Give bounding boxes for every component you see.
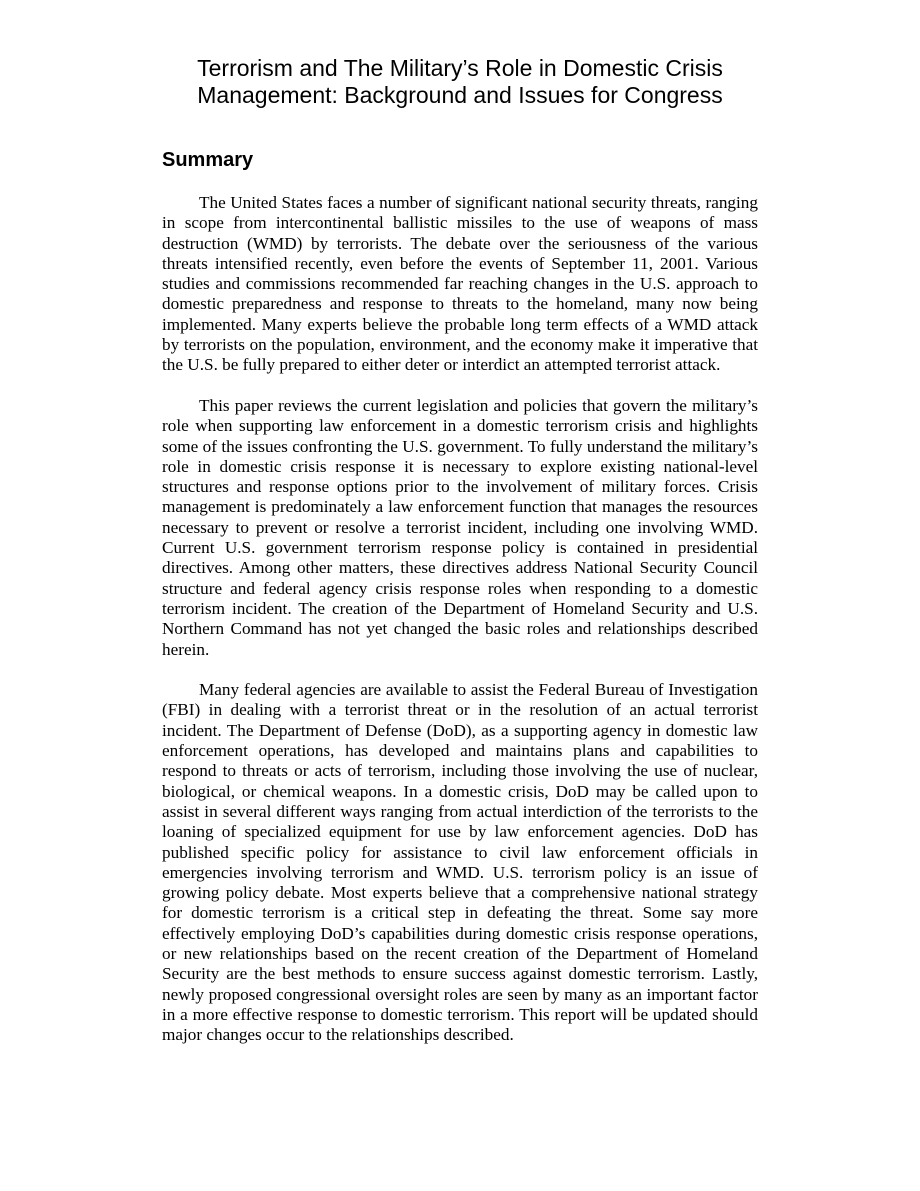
summary-paragraph-3: Many federal agencies are available to assist the Federal Bureau of Investigation (FBI) in dealing with a terrorist threat or in the resolution of an actual terrorist incident. The Department of Defense (DoD), as a supporting agency in domestic law enforcement operations, has developed and maintains plans and capabilities to respond to threats or acts of terrorism, including those involving the use of nuclear, biological, or chemical weapons. In a domestic crisis, DoD may be called upon to assist in several different ways ranging from actual interdiction of the terrorists to the loaning of specialized equipment for use by law enforcement agencies. DoD has published specific policy for assistance to civil law enforcement officials in emergencies involving terrorism and WMD. U.S. terrorism policy is an issue of growing policy debate. Most experts believe that a comprehensive national strategy for domestic terrorism is a critical step in defeating the threat. Some say more effectively employing DoD’s capabilities during domestic crisis response operations, or new relationships based on the recent creation of the Department of Homeland Security are the best methods to ensure success against domestic terrorism. Lastly, newly proposed congressional oversight roles are seen by many as an important factor in a more effective response to domestic terrorism. This report will be updated should major changes occur to the relationships described. [162, 680, 758, 1045]
summary-paragraph-2: This paper reviews the current legislation and policies that govern the military’s role when supporting law enforcement in a domestic terrorism crisis and highlights some of the issues confronting the U.S. government. To fully understand the military’s role in domestic crisis response it is necessary to explore existing national-level structures and response options prior to the involvement of military forces. Crisis management is predominately a law enforcement function that manages the resources necessary to prevent or resolve a terrorist incident, including one involving WMD. Current U.S. government terrorism response policy is contained in presidential directives. Among other matters, these directives address National Security Council structure and federal agency crisis response roles when responding to a domestic terrorism incident. The creation of the Department of Homeland Security and U.S. Northern Command has not yet changed the basic roles and relationships described herein. [162, 395, 758, 659]
summary-paragraph-1: The United States faces a number of significant national security threats, ranging in scope from intercontinental ballistic missiles to the use of weapons of mass destruction (WMD) by terrorists. The debate over the seriousness of the various threats intensified recently, even before the events of September 11, 2001. Various studies and commissions recommended far reaching changes in the U.S. approach to domestic preparedness and response to threats to the homeland, many now being implemented. Many experts believe the probable long term effects of a WMD attack by terrorists on the population, environment, and the economy make it imperative that the U.S. be fully prepared to either deter or interdict an attempted terrorist attack. [162, 193, 758, 375]
document-title-line-1: Terrorism and The Military’s Role in Domestic Crisis [197, 55, 723, 81]
section-heading-summary: Summary [162, 149, 254, 171]
summary-body [162, 193, 758, 1066]
document-title-line-2: Management: Background and Issues for Congress [197, 82, 723, 108]
document-title [162, 55, 758, 109]
